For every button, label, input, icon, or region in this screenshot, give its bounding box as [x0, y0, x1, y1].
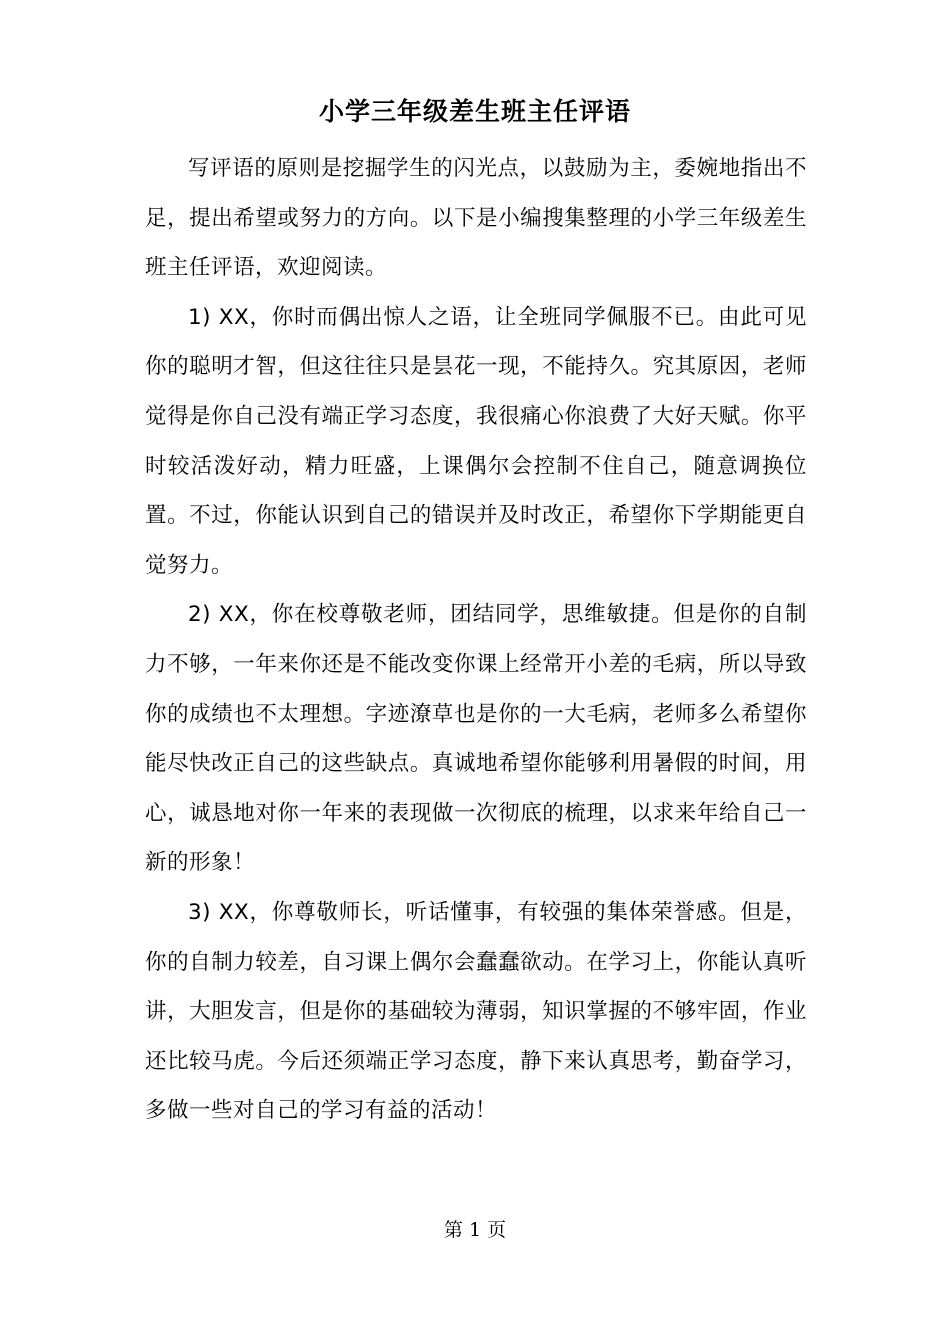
page-title: 小学三年级差生班主任评语: [318, 97, 631, 126]
document-body: [145, 144, 807, 1136]
comment-paragraph-3: 3) XX，你尊敬师长，听话懂事，有较强的集体荣誉感。但是，你的自制力较差，自习课上偶尔会蠢蠢欲动。在学习上，你能认真听讲，大胆发言，但是你的基础较为薄弱，知识掌握的不够牢固，作业还比较马虎。今后还须端正学习态度，静下来认真思考，勤奋学习，多做一些对自己的学习有益的活动！: [145, 899, 807, 1124]
page-number: 第 1 页: [443, 1219, 507, 1241]
comment-paragraph-2: 2) XX，你在校尊敬老师，团结同学，思维敏捷。但是你的自制力不够，一年来你还是不能改变你课上经常开小差的毛病，所以导致你的成绩也不太理想。字迹潦草也是你的一大毛病，老师多么希望你能尽快改正自己的这些缺点。真诚地希望你能够利用暑假的时间，用心，诚恳地对你一年来的表现做一次彻底的梳理，以求来年给自己一新的形象！: [145, 602, 807, 876]
comment-paragraph-1: 1) XX，你时而偶出惊人之语，让全班同学佩服不已。由此可见你的聪明才智，但这往往只是昙花一现，不能持久。究其原因，老师觉得是你自己没有端正学习态度，我很痛心你浪费了大好天赋。你平时较活泼好动，精力旺盛，上课偶尔会控制不住自己，随意调换位置。不过，你能认识到自己的错误并及时改正，希望你下学期能更自觉努力。: [145, 304, 807, 578]
intro-paragraph: 写评语的原则是挖掘学生的闪光点，以鼓励为主，委婉地指出不足，提出希望或努力的方向。以下是小编搜集整理的小学三年级差生班主任评语，欢迎阅读。: [145, 156, 807, 281]
